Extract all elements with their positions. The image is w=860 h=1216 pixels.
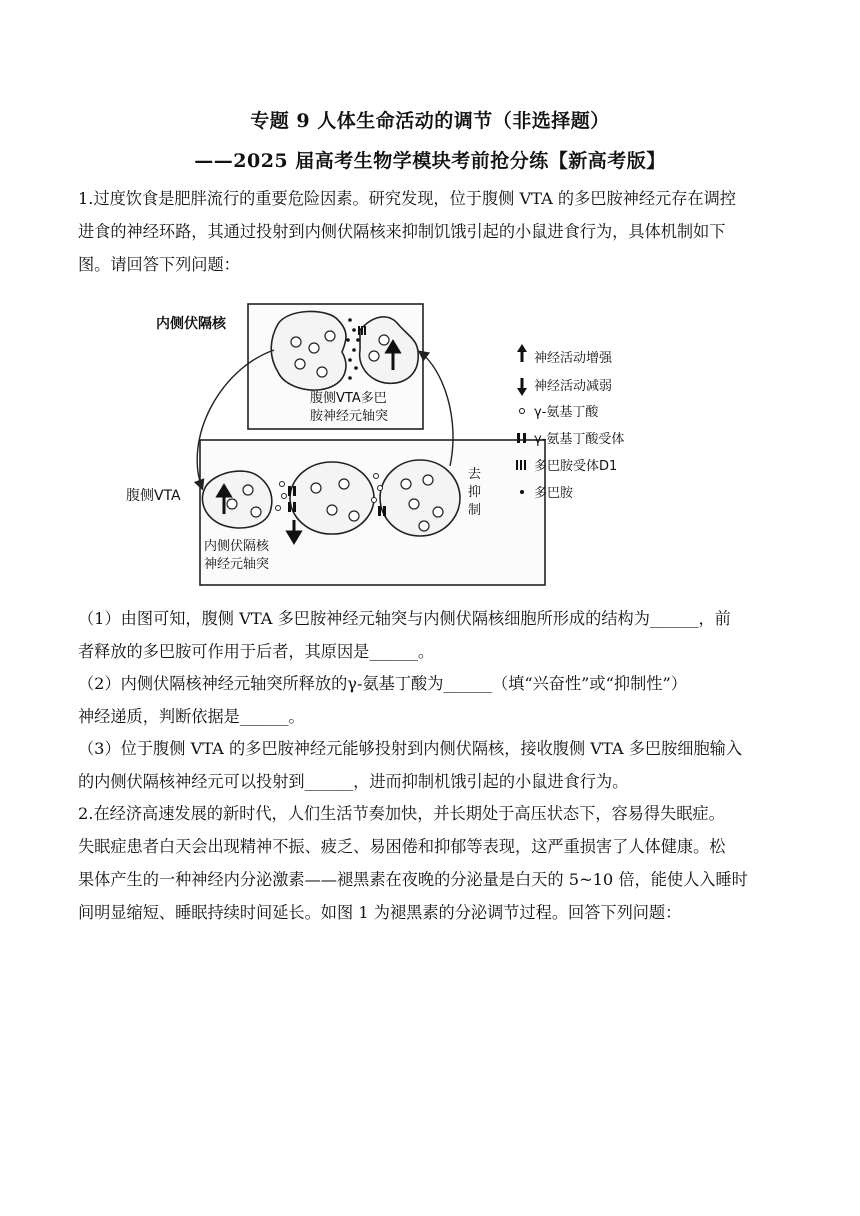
text-line: （1）由图可知，腹侧 VTA 多巴胺神经元轴突与内侧伏隔核细胞所形成的结构为______，前 bbox=[78, 609, 731, 628]
vesicle bbox=[325, 331, 335, 341]
legend-item-activity-down bbox=[517, 378, 612, 396]
page-subtitle: ——2025 届高考生物学模块考前抢分练【新高考版】 bbox=[194, 150, 666, 172]
nac-axon-label-line2: 神经元轴突 bbox=[204, 557, 270, 572]
vesicle bbox=[327, 505, 337, 515]
vesicle bbox=[409, 499, 419, 509]
arrow-up-icon bbox=[517, 344, 527, 352]
text-line: 者释放的多巴胺可作用于后者，其原因是______。 bbox=[78, 642, 435, 661]
nac-cell bbox=[271, 311, 346, 390]
disinhibit-label-2: 抑 bbox=[468, 485, 482, 500]
vesicle bbox=[419, 521, 429, 531]
d1-receptor-icon bbox=[516, 460, 526, 470]
neural-circuit-figure bbox=[88, 290, 668, 590]
arrow-down-icon bbox=[517, 388, 527, 396]
svg-text:神经活动增强: 神经活动增强 bbox=[534, 351, 613, 366]
vesicle bbox=[433, 507, 443, 517]
text-line: 2.在经济高速发展的新时代，人们生活节奏加快，并长期处于高压状态下，容易得失眠症。 bbox=[78, 804, 725, 823]
question-2-intro bbox=[78, 797, 778, 929]
text-line: 图。请回答下列问题： bbox=[78, 255, 240, 274]
legend-item-activity-up bbox=[517, 344, 613, 366]
text-line: 间明显缩短、睡眠持续时间延长。如图 1 为褪黑素的分泌调节过程。回答下列问题： bbox=[78, 903, 682, 922]
question-1-sub-1 bbox=[78, 602, 778, 668]
vesicle bbox=[369, 351, 379, 361]
question-1-intro bbox=[78, 182, 778, 281]
svg-text:多巴胺: 多巴胺 bbox=[534, 486, 574, 501]
text-line: （2）内侧伏隔核神经元轴突所释放的γ-氨基丁酸为______（填“兴奋性”或“抑制性”） bbox=[78, 674, 687, 693]
page-title: 专题 9 人体生命活动的调节（非选择题） bbox=[250, 110, 610, 132]
svg-text:γ-氨基丁酸受体: γ-氨基丁酸受体 bbox=[534, 432, 625, 447]
vta-axon-label-line1: 腹侧VTA多巴 bbox=[310, 391, 387, 406]
vesicle bbox=[251, 507, 261, 517]
dot-icon bbox=[520, 490, 524, 494]
svg-text:神经活动减弱: 神经活动减弱 bbox=[534, 379, 613, 394]
d1-receptors bbox=[358, 326, 366, 335]
vesicle bbox=[295, 359, 305, 369]
vta-region-label: 腹侧VTA bbox=[126, 488, 181, 504]
legend-item-gaba-receptor bbox=[517, 431, 624, 447]
text-line: 进食的神经环路，其通过投射到内侧伏隔核来抑制饥饿引起的小鼠进食行为，具体机制如下 bbox=[78, 222, 726, 241]
question-1-sub-3 bbox=[78, 732, 778, 798]
vta-gaba-neuron bbox=[290, 462, 374, 534]
vesicle bbox=[349, 511, 359, 521]
vta-axon-label-line2: 胺神经元轴突 bbox=[310, 409, 389, 424]
vesicle bbox=[317, 367, 327, 377]
svg-text:多巴胺受体D1: 多巴胺受体D1 bbox=[534, 459, 618, 474]
vesicle bbox=[311, 483, 321, 493]
nac-axon-label-line1: 内侧伏隔核 bbox=[204, 539, 270, 554]
vesicle bbox=[379, 335, 389, 345]
small-circle-icon bbox=[520, 409, 525, 414]
disinhibit-label-3: 制 bbox=[468, 503, 482, 518]
disinhibit-label-1: 去 bbox=[468, 467, 482, 482]
question-1-sub-2 bbox=[78, 667, 778, 733]
text-line: 失眠症患者白天会出现精神不振、疲乏、易困倦和抑郁等表现，这严重损害了人体健康。松 bbox=[78, 837, 726, 856]
nac-region-label: 内侧伏隔核 bbox=[156, 316, 226, 332]
text-line: 果体产生的一种神经内分泌激素——褪黑素在夜晚的分泌量是白天的 5~10 倍，能使人入睡时 bbox=[78, 870, 748, 889]
vesicle bbox=[309, 343, 319, 353]
legend-item-gaba bbox=[520, 405, 600, 420]
vesicle bbox=[423, 475, 433, 485]
svg-text:γ-氨基丁酸: γ-氨基丁酸 bbox=[534, 405, 599, 420]
text-line: （3）位于腹侧 VTA 的多巴胺神经元能够投射到内侧伏隔核，接收腹侧 VTA 多巴胺细胞输入 bbox=[78, 739, 743, 758]
text-line: 神经递质，判断依据是______。 bbox=[78, 707, 305, 726]
nac-axon-terminal bbox=[202, 471, 271, 528]
vesicle bbox=[227, 499, 237, 509]
vesicle bbox=[291, 337, 301, 347]
text-line: 的内侧伏隔核神经元可以投射到______，进而抑制机饿引起的小鼠进食行为。 bbox=[78, 772, 629, 791]
vesicle bbox=[243, 485, 253, 495]
text-line: 1.过度饮食是肥胖流行的重要危险因素。研究发现，位于腹侧 VTA 的多巴胺神经元存在调控 bbox=[78, 189, 736, 208]
vesicle bbox=[401, 479, 411, 489]
vesicle bbox=[339, 479, 349, 489]
